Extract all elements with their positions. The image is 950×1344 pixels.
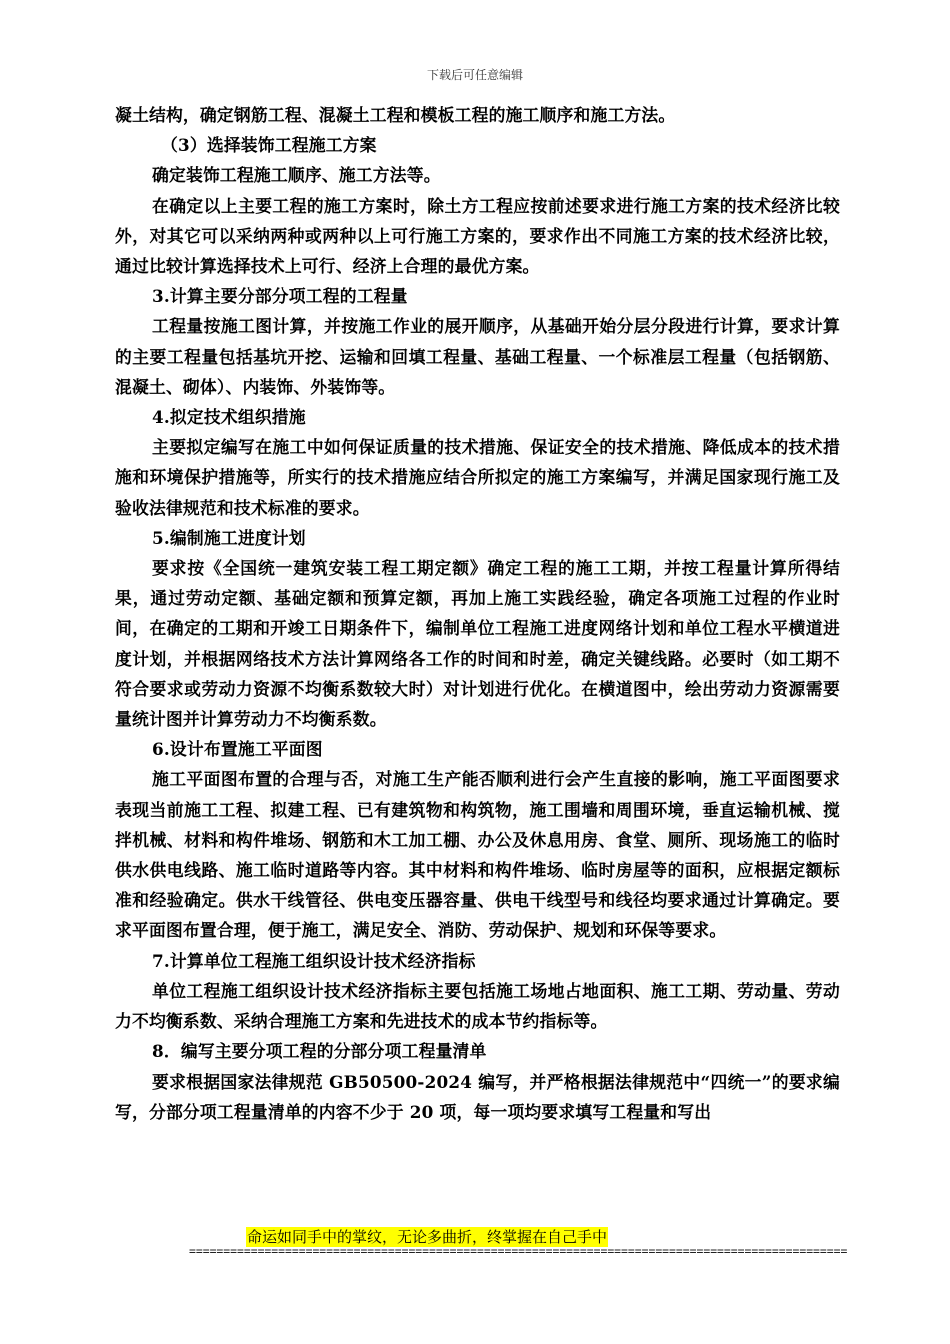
paragraph: 凝土结构，确定钢筋工程、混凝土工程和模板工程的施工顺序和施工方法。: [115, 105, 676, 125]
paragraph: 单位工程施工组织设计技术经济指标主要包括施工场地占地面积、施工工期、劳动量、劳动力不均衡系数、采纳合理施工方案和先进技术的成本节约指标等。: [115, 980, 840, 1032]
paragraph: 在确定以上主要工程的施工方案时，除土方工程应按前述要求进行施工方案的技术经济比较外，对其它可以采纳两种或两种以上可行施工方案的，要求作出不同施工方案的技术经济比较，通过比较计算选择技术上可行、经济上合理的最优方案。: [115, 195, 840, 277]
section-heading: 4.拟定技术组织措施: [152, 407, 306, 428]
paragraph: 确定装饰工程施工顺序、施工方法等。: [152, 165, 441, 186]
section-heading: （3）选择装饰工程施工方案: [161, 135, 377, 156]
page-header: 下载后可任意编辑: [426, 68, 523, 82]
section-heading: 6.设计布置施工平面图: [152, 739, 323, 760]
paragraph: 要求按《全国统一建筑安装工程工期定额》确定工程的施工工期，并按工程量计算所得结果，通过劳动定额、基础定额和预算定额，再加上施工实践经验，确定各项施工过程的作业时间，在确定的工期和开竣工日期条件下，编制单位工程施工进度网络计划和单位工程水平横道进度计划，并根据网络技术方法计算网络各工作的时间和时差，确定关键线路。必要时（如工期不符合要求或劳动力资源不均衡系数较大时）对计划进行优化。在横道图中，绘出劳动力资源需要量统计图并计算劳动力不均衡系数。: [115, 558, 840, 730]
section-heading: 8．编写主要分项工程的分部分项工程量清单: [152, 1041, 487, 1062]
section-heading: 5.编制施工进度计划: [152, 527, 306, 548]
paragraph: 施工平面图布置的合理与否，对施工生产能否顺利进行会产生直接的影响，施工平面图要求表现当前施工工程、拟建工程、已有建筑物和构筑物，施工围墙和周围环境，垂直运输机械、搅拌机械、材料和构件堆场、钢筋和木工加工棚、办公及休息用房、食堂、厕所、现场施工的临时供水供电线路、施工临时道路等内容。其中材料和构件堆场、临时房屋等的面积，应根据定额标准和经验确定。供水干线管径、供电变压器容量、供电干线型号和线径均要求通过计算确定。要求平面图布置合理，便于施工，满足安全、消防、劳动保护、规划和环保等要求。: [115, 769, 840, 941]
section-heading: 7.计算单位工程施工组织设计技术经济指标: [152, 950, 476, 971]
paragraph: 要求根据国家法律规范 GB50500-2024 编写，并严格根据法律规范中“四统一”的要求编写，分部分项工程量清单的内容不少于 20 项，每一项均要求填写工程量和写出: [115, 1071, 840, 1122]
document-body: [115, 100, 840, 1127]
footer-divider: ================================================================================================: [189, 1244, 848, 1258]
paragraph: 工程量按施工图计算，并按施工作业的展开顺序，从基础开始分层分段进行计算，要求计算的主要工程量包括基坑开挖、运输和回填工程量、基础工程量、一个标准层工程量（包括钢筋、混凝土、砌体）、内装饰、外装饰等。: [115, 316, 840, 397]
footer-motto: 命运如同手中的掌纹，无论多曲折，终掌握在自己手中: [247, 1228, 608, 1246]
paragraph: 主要拟定编写在施工中如何保证质量的技术措施、保证安全的技术措施、降低成本的技术措施和环境保护措施等，所实行的技术措施应结合所拟定的施工方案编写，并满足国家现行施工及验收法律规范和技术标准的要求。: [115, 437, 840, 518]
section-heading: 3.计算主要分部分项工程的工程量: [152, 286, 408, 307]
